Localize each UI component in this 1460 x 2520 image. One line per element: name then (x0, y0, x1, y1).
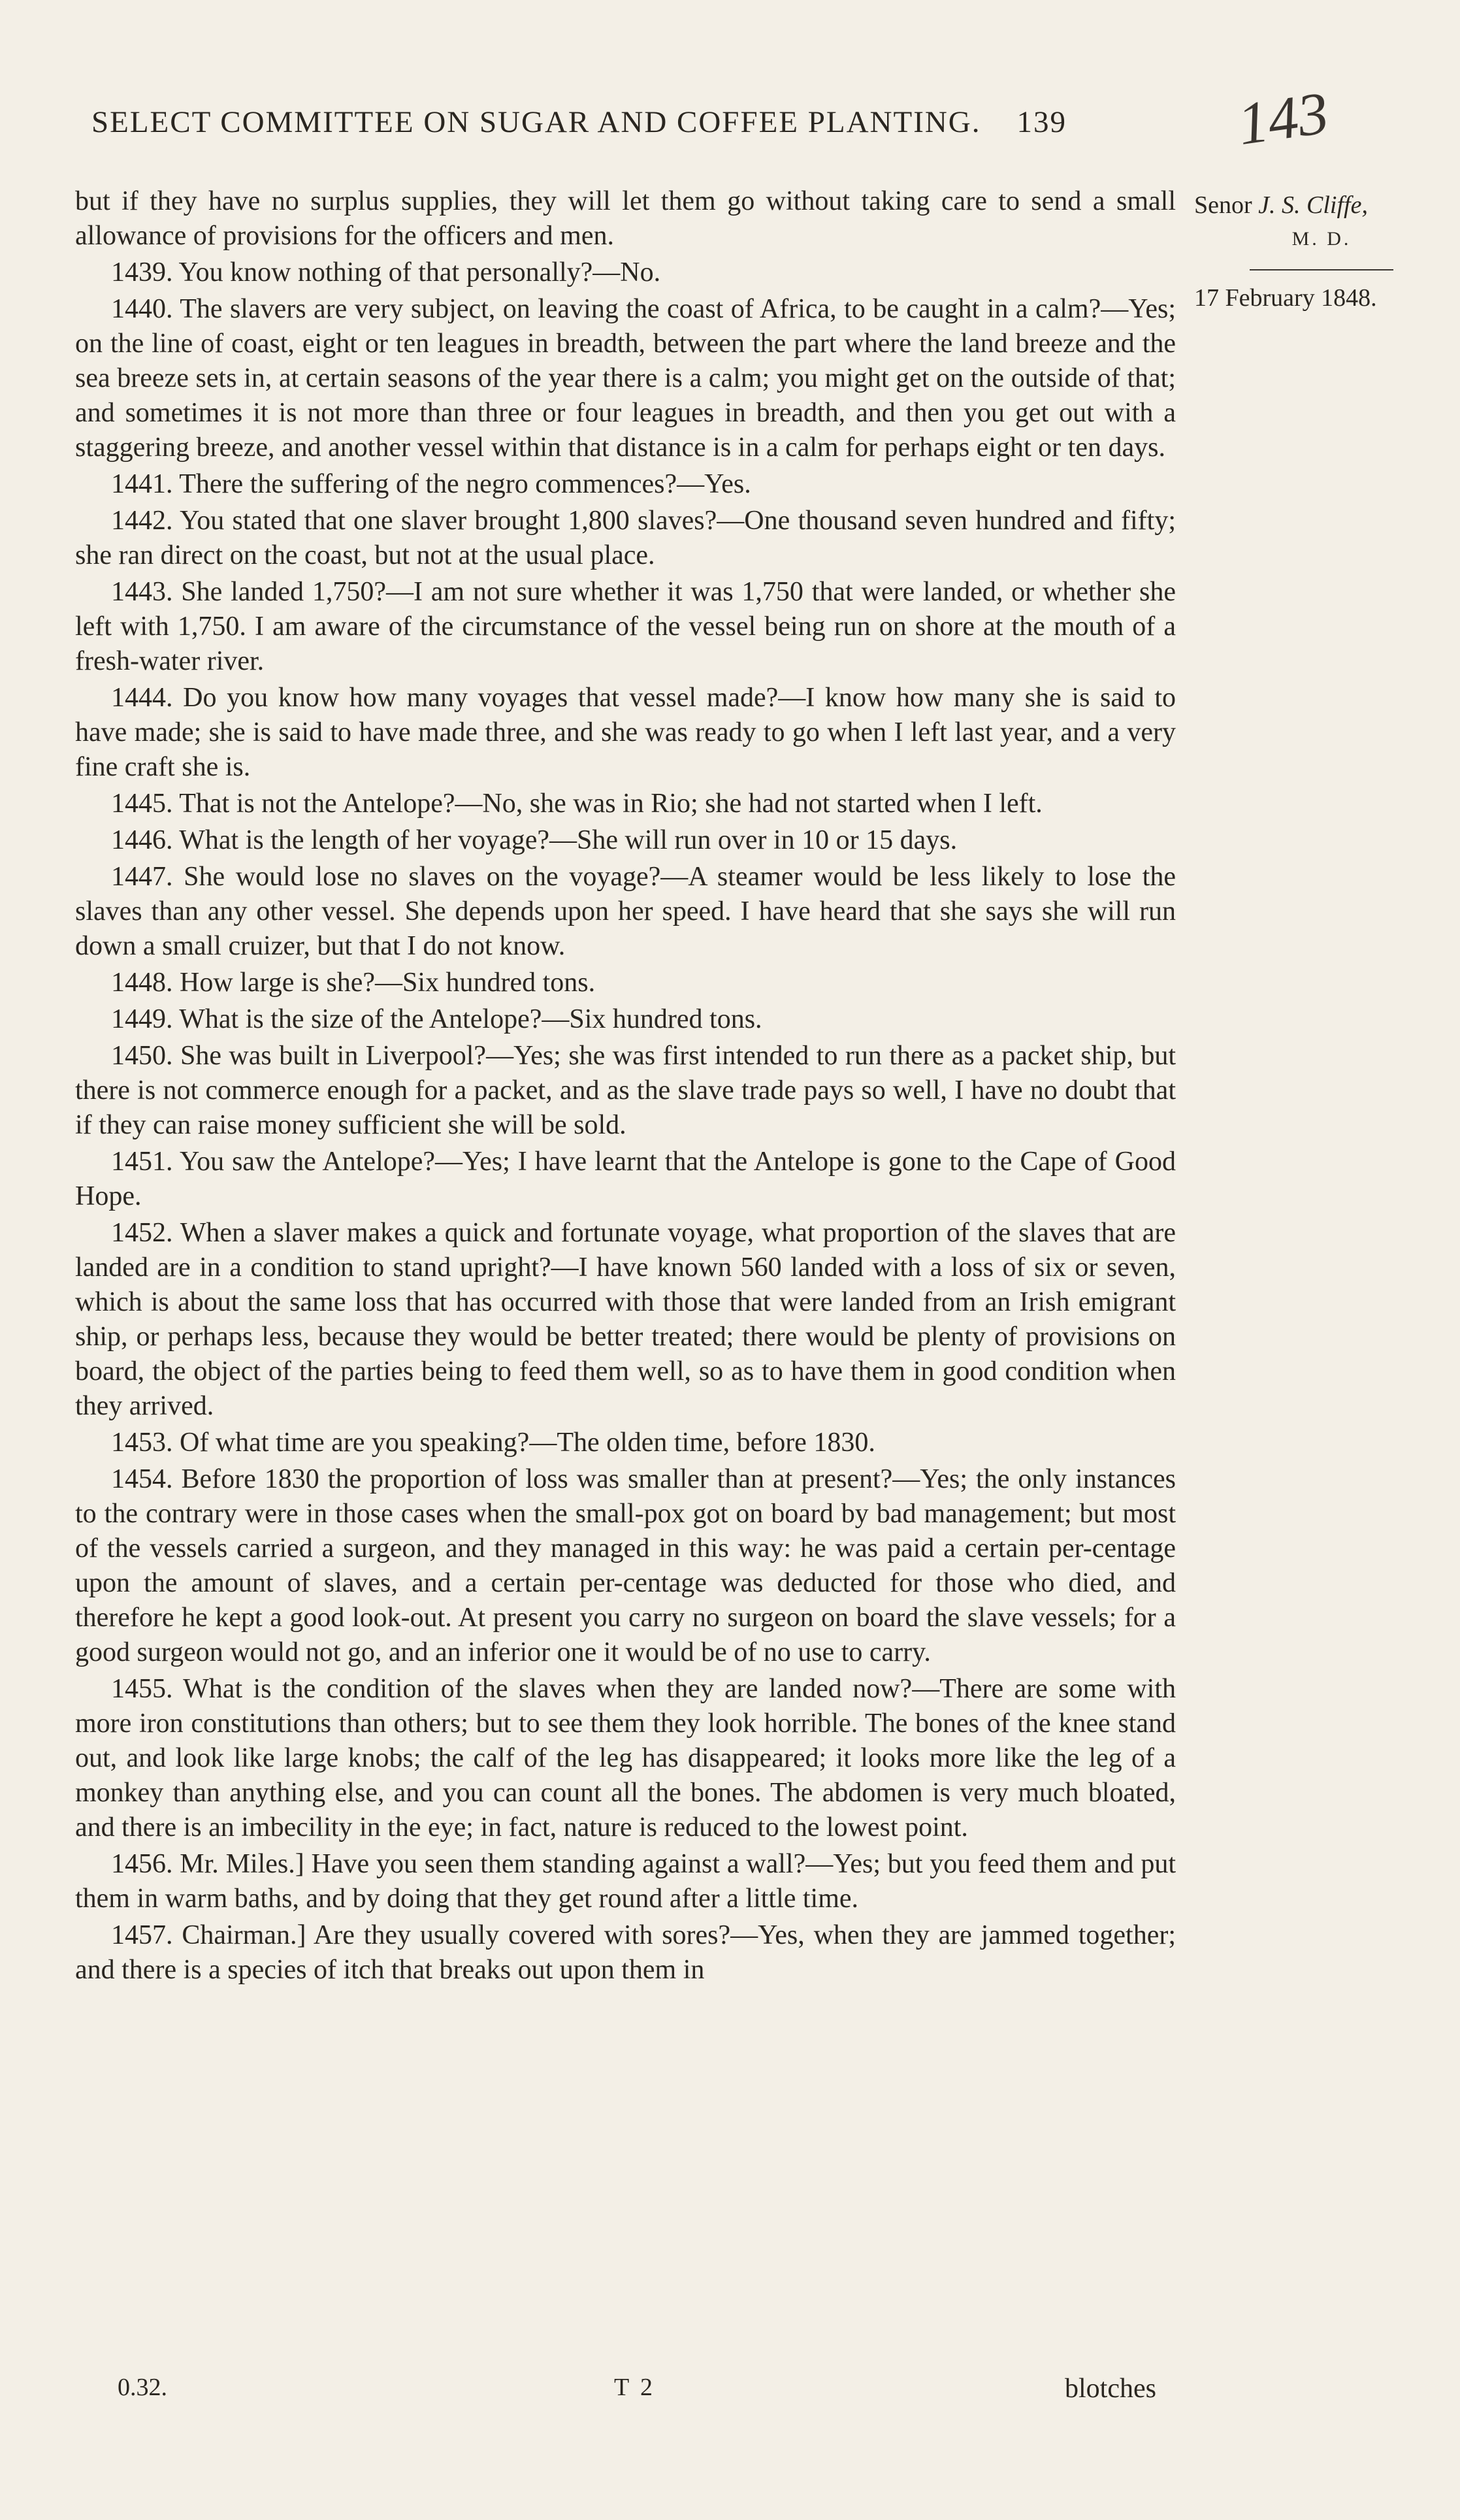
footer-gathering-mark: T 2 (614, 2374, 656, 2401)
paragraph: 1444. Do you know how many voyages that vessel made?—I know how many she is said to have made; she is said to have made three, and she was ready to go when I left last year, and a very fine craft she is. (75, 683, 1176, 782)
header-title: SELECT COMMITTEE ON SUGAR AND COFFEE PLANTING. (91, 105, 981, 139)
paragraph: 1445. That is not the Antelope?—No, she was in Rio; she had not started when I left. (111, 789, 1043, 819)
footer-catchword: blotches (1065, 2374, 1156, 2404)
paragraph: 1439. You know nothing of that personally?—No. (111, 257, 661, 287)
paragraph: but if they have no surplus supplies, they will let them go without taking care to send a small allowance of provisions for the officers and men. (75, 186, 1176, 251)
page-number: 139 (1016, 105, 1067, 139)
testimony-body (75, 184, 1176, 1989)
paragraph: 1456. Mr. Miles.] Have you seen them standing against a wall?—Yes; but you feed them and put them in warm baths, and by doing that they get round after a little time. (75, 1849, 1176, 1914)
running-header (91, 105, 1067, 140)
margin-note (1194, 189, 1449, 314)
paragraph: 1446. What is the length of her voyage?—She will run over in 10 or 15 days. (111, 825, 958, 855)
paragraph: 1450. She was built in Liverpool?—Yes; she was first intended to run there as a packet ship, but there is not commerce enough for a packet, and as the slave trade pays so well, I have no doubt that if they can raise money sufficient she will be sold. (75, 1041, 1176, 1140)
hearing-date: 17 February 1848. (1194, 284, 1377, 312)
paragraph: 1442. You stated that one slaver brought 1,800 slaves?—One thousand seven hundred and fifty; she ran direct on the coast, but not at the usual place. (75, 506, 1176, 570)
paragraph: 1440. The slavers are very subject, on leaving the coast of Africa, to be caught in a calm?—Yes; on the line of coast, eight or ten leagues in breadth, between the part where the land breeze and the sea breeze sets in, at certain seasons of the year there is a calm; you might get on the outside of that; and sometimes it is not more than three or four leagues in breadth, and then you get out with a staggering breeze, and another vessel within that distance is in a calm for perhaps eight or ten days. (75, 294, 1176, 463)
witness-prefix: Senor (1194, 191, 1252, 219)
witness-line (1194, 189, 1449, 221)
margin-rule (1250, 269, 1393, 270)
handwritten-folio-number: 143 (1233, 78, 1333, 158)
witness-name: J. S. Cliffe, (1258, 191, 1368, 219)
paragraph: 1453. Of what time are you speaking?—The olden time, before 1830. (111, 1428, 875, 1458)
paragraph: 1449. What is the size of the Antelope?—Six hundred tons. (111, 1004, 762, 1034)
paragraph: 1454. Before 1830 the proportion of loss was smaller than at present?—Yes; the only instances to the contrary were in those cases when the small-pox got on board by bad management; but most of the vessels carried a surgeon, and they managed in this way: he was paid a certain per-centage upon the amount of slaves, and a certain per-centage was deducted for those who died, and therefore he kept a good look-out. At present you carry no surgeon on board the slave vessels; for a good surgeon would not go, and an inferior one it would be of no use to carry. (75, 1464, 1176, 1667)
paragraph: 1451. You saw the Antelope?—Yes; I have learnt that the Antelope is gone to the Cape of Good Hope. (75, 1147, 1176, 1211)
footer-signature-mark: 0.32. (118, 2374, 167, 2401)
paragraph: 1447. She would lose no slaves on the voyage?—A steamer would be less likely to lose the slaves than any other vessel. She depends upon her speed. I have heard that she says she will run down a small cruizer, but that I do not know. (75, 862, 1176, 961)
paragraph: 1441. There the suffering of the negro commences?—Yes. (111, 469, 751, 499)
paragraph: 1452. When a slaver makes a quick and fortunate voyage, what proportion of the slaves that are landed are in a condition to stand upright?—I have known 560 landed with a loss of six or seven, which is about the same loss that has occurred with those that were landed from an Irish emigrant ship, or perhaps less, because they would be better treated; there would be plenty of provisions on board, the object of the parties being to feed them well, so as to have them in good condition when they arrived. (75, 1218, 1176, 1421)
paragraph: 1457. Chairman.] Are they usually covered with sores?—Yes, when they are jammed together; and there is a species of itch that breaks out upon them in (75, 1920, 1176, 1985)
paragraph: 1448. How large is she?—Six hundred tons. (111, 968, 596, 998)
witness-degree: M. D. (1291, 228, 1352, 250)
paragraph: 1455. What is the condition of the slaves when they are landed now?—There are some with more iron constitutions than others; but to see them they look horrible. The bones of the knee stand out, and look like large knobs; the calf of the leg has disappeared; it looks more like the leg of a monkey than anything else, and you can count all the bones. The abdomen is very much bloated, and there is an imbecility in the eye; in fact, nature is reduced to the lowest point. (75, 1674, 1176, 1842)
paragraph: 1443. She landed 1,750?—I am not sure whether it was 1,750 that were landed, or whether she left with 1,750. I am aware of the circumstance of the vessel being run on shore at the mouth of a fresh-water river. (75, 577, 1176, 676)
